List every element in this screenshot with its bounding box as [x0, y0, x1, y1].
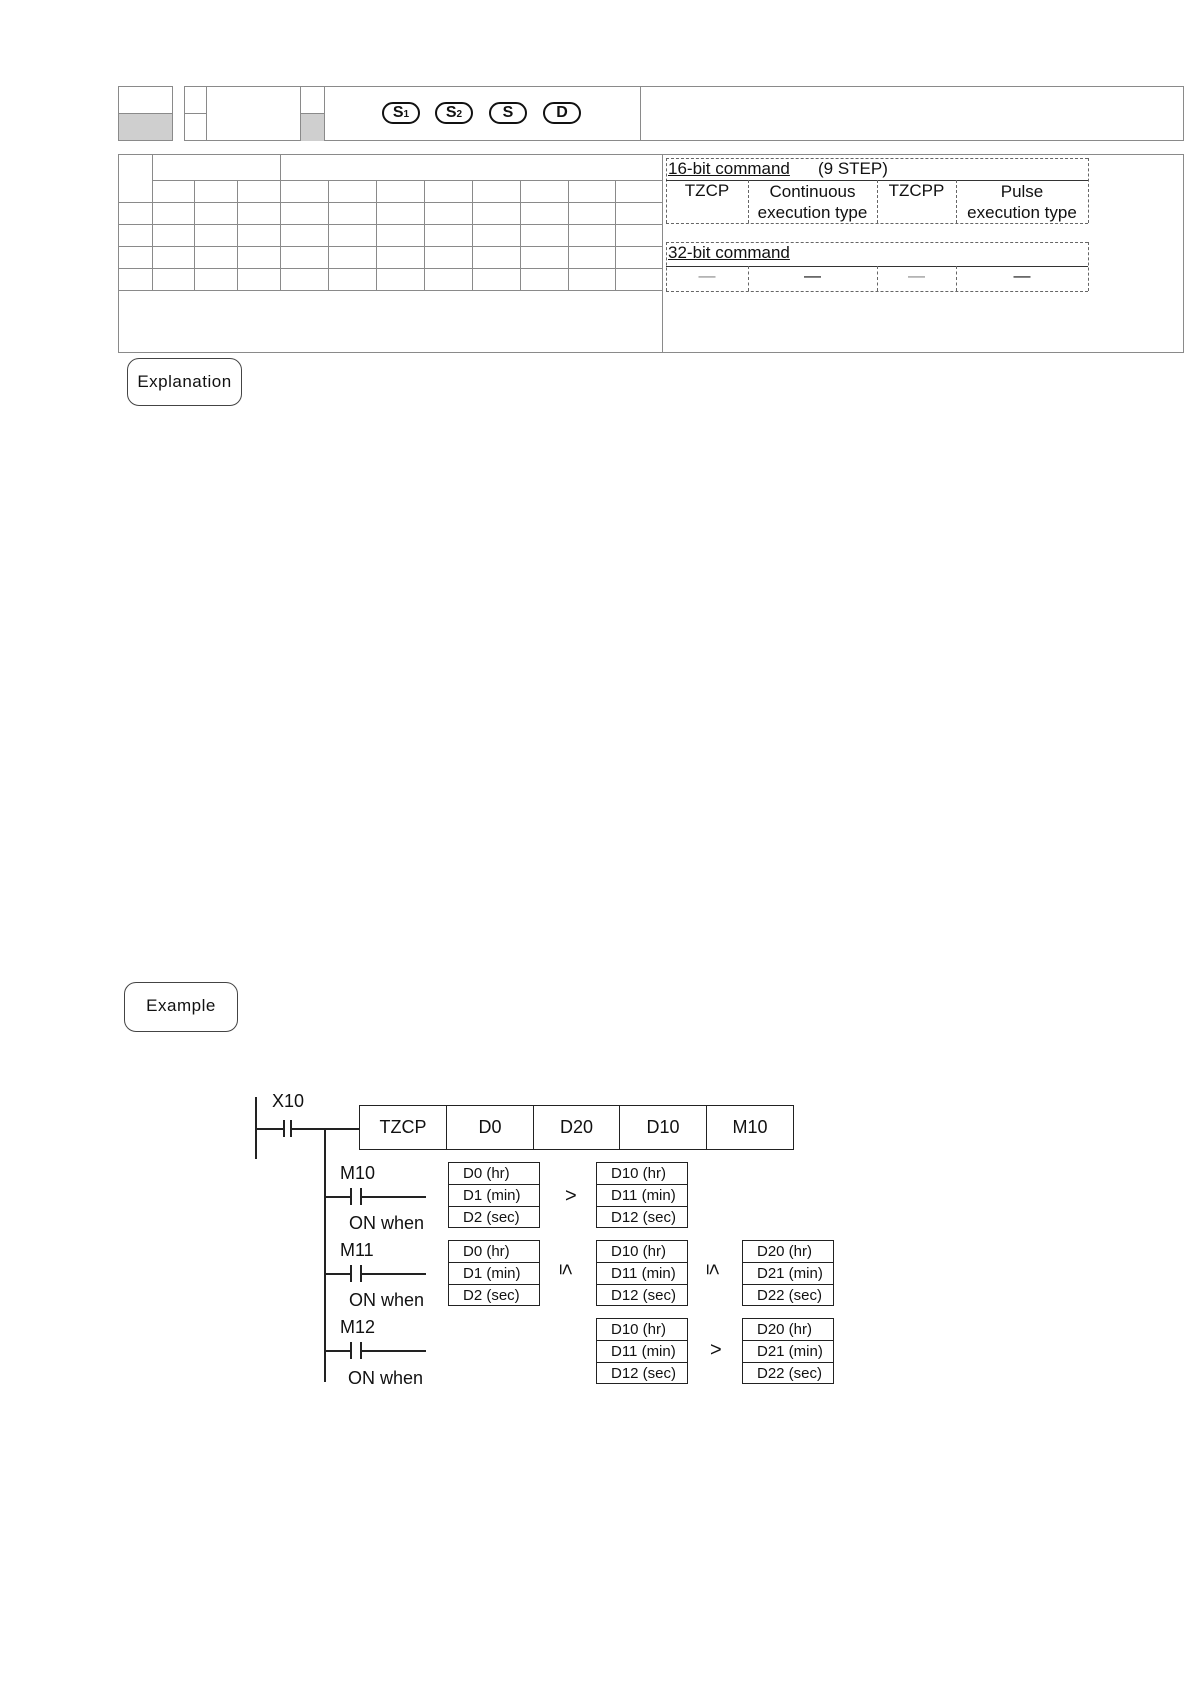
- operand-d: D: [543, 102, 581, 124]
- m10-mid-regs: D10 (hr) D11 (min) D12 (sec): [596, 1162, 688, 1228]
- bit32-col-1: —: [698, 266, 716, 285]
- bit32-col-3: —: [908, 266, 925, 285]
- bit32-col-2: —: [804, 266, 821, 285]
- header-code-shade: [119, 113, 172, 140]
- on-when-m10: ON when: [349, 1213, 425, 1233]
- on-when-m11: ON when: [349, 1290, 425, 1310]
- header-mnemonic-box: [184, 86, 1184, 141]
- bit16-label: 16-bit command: [668, 159, 790, 178]
- relay-m12-label: M12: [340, 1317, 376, 1337]
- bit16-col-pulse: Pulse execution type: [967, 182, 1077, 222]
- explanation-heading: Explanation: [127, 358, 242, 406]
- m11-mid-regs: D10 (hr) D11 (min) D12 (sec): [596, 1240, 688, 1306]
- relay-m11-label: M11: [340, 1240, 374, 1260]
- instr-s: D10: [619, 1105, 707, 1150]
- bit16-col-tzcp: TZCP: [684, 181, 730, 200]
- relay-m10-label: M10: [340, 1163, 376, 1183]
- operand-s2: S2: [435, 102, 473, 124]
- m12-mid-regs: D10 (hr) D11 (min) D12 (sec): [596, 1318, 688, 1384]
- bit16-col-continuous: Continuous execution type: [757, 182, 868, 222]
- instr-d: M10: [706, 1105, 794, 1150]
- on-when-m12: ON when: [348, 1368, 424, 1388]
- instr-s1: D0: [446, 1105, 534, 1150]
- m11-right-regs: D20 (hr) D21 (min) D22 (sec): [742, 1240, 834, 1306]
- operand-s1: S1: [382, 102, 420, 124]
- m11-left-regs: D0 (hr) D1 (min) D2 (sec): [448, 1240, 540, 1306]
- m10-left-regs: D0 (hr) D1 (min) D2 (sec): [448, 1162, 540, 1228]
- instr-tzcp: TZCP: [359, 1105, 447, 1150]
- m12-op2: >: [710, 1339, 722, 1361]
- bit16-steps: (9 STEP): [818, 159, 888, 178]
- bit32-label: 32-bit command: [668, 243, 790, 262]
- bit16-col-tzcpp: TZCPP: [888, 181, 945, 200]
- m10-op1: >: [565, 1185, 577, 1207]
- m12-right-regs: D20 (hr) D21 (min) D22 (sec): [742, 1318, 834, 1384]
- example-heading: Example: [124, 982, 238, 1032]
- instr-s2: D20: [533, 1105, 620, 1150]
- input-contact-label: X10: [272, 1091, 305, 1111]
- operand-s: S: [489, 102, 527, 124]
- m11-op1: ≤: [554, 1264, 577, 1275]
- m11-op2: ≤: [701, 1264, 724, 1275]
- header-shade-2: [301, 114, 324, 141]
- bit32-col-4: —: [1013, 266, 1031, 285]
